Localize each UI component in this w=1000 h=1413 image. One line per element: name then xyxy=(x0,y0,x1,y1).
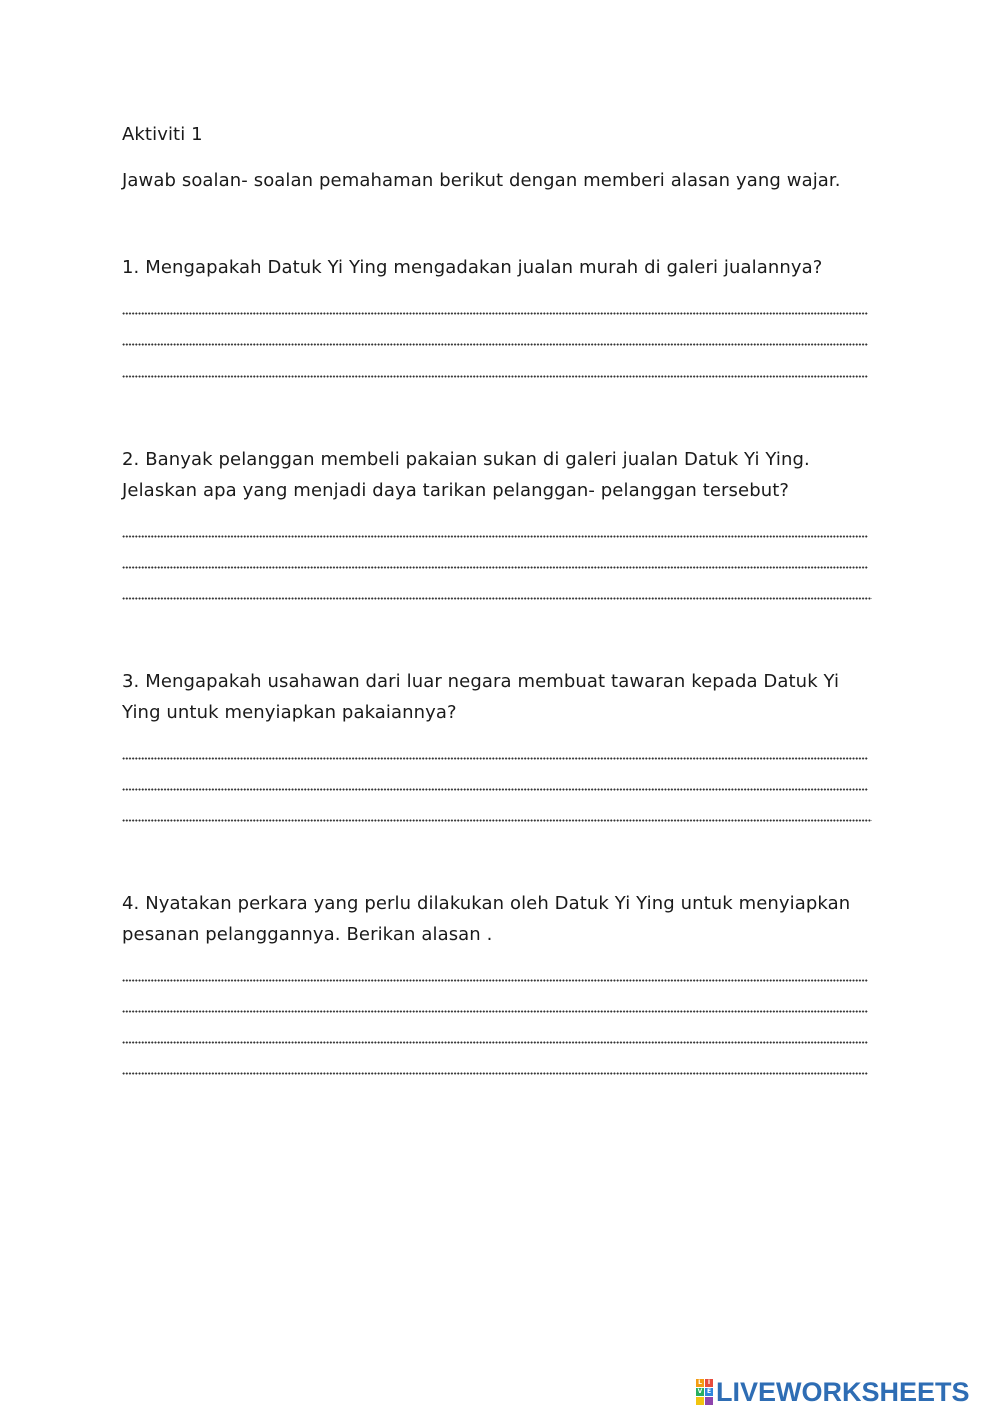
answer-line-2-1[interactable] xyxy=(122,535,868,538)
answer-line-2-2[interactable] xyxy=(122,566,868,569)
logo-mark-cell xyxy=(696,1397,704,1405)
answer-line-3-2[interactable] xyxy=(122,788,868,791)
logo-mark-icon xyxy=(696,1379,713,1405)
question-3-line-2: Ying untuk menyiapkan pakaiannya? xyxy=(122,702,457,723)
instructions: Jawab soalan- soalan pemahaman berikut dengan memberi alasan yang wajar. xyxy=(122,170,841,191)
answer-line-4-2[interactable] xyxy=(122,1010,868,1013)
question-1-line-1: 1. Mengapakah Datuk Yi Ying mengadakan jualan murah di galeri jualannya? xyxy=(122,257,823,278)
answer-line-1-1[interactable] xyxy=(122,312,868,315)
question-4 xyxy=(122,888,850,950)
question-1 xyxy=(122,252,822,283)
answer-line-1-3[interactable] xyxy=(122,375,868,378)
answer-line-3-3[interactable] xyxy=(122,819,872,822)
question-3 xyxy=(122,666,839,728)
logo-mark-cell xyxy=(705,1397,713,1405)
question-3-line-1: 3. Mengapakah usahawan dari luar negara membuat tawaran kepada Datuk Yi xyxy=(122,671,840,692)
logo-mark-cell: E xyxy=(706,1388,712,1395)
answer-line-4-4[interactable] xyxy=(122,1072,868,1075)
answer-line-4-1[interactable] xyxy=(122,979,868,982)
logo-mark-cell: V xyxy=(697,1388,703,1395)
answer-line-4-3[interactable] xyxy=(122,1041,868,1044)
question-2-line-2: Jelaskan apa yang menjadi daya tarikan pelanggan- pelanggan tersebut? xyxy=(122,480,790,501)
answer-line-3-1[interactable] xyxy=(122,757,868,760)
activity-title: Aktiviti 1 xyxy=(122,124,203,145)
question-4-line-1: 4. Nyatakan perkara yang perlu dilakukan oleh Datuk Yi Ying untuk menyiapkan xyxy=(122,893,851,914)
question-4-line-2: pesanan pelanggannya. Berikan alasan . xyxy=(122,924,493,945)
question-2-line-1: 2. Banyak pelanggan membeli pakaian sukan di galeri jualan Datuk Yi Ying. xyxy=(122,449,810,470)
liveworksheets-logo xyxy=(696,1378,970,1406)
question-2 xyxy=(122,444,810,506)
logo-mark-cell: I xyxy=(705,1379,713,1387)
logo-text: LIVEWORKSHEETS xyxy=(716,1377,970,1407)
answer-line-1-2[interactable] xyxy=(122,343,868,346)
answer-line-2-3[interactable] xyxy=(122,597,872,600)
logo-mark-cell: L xyxy=(696,1379,704,1387)
